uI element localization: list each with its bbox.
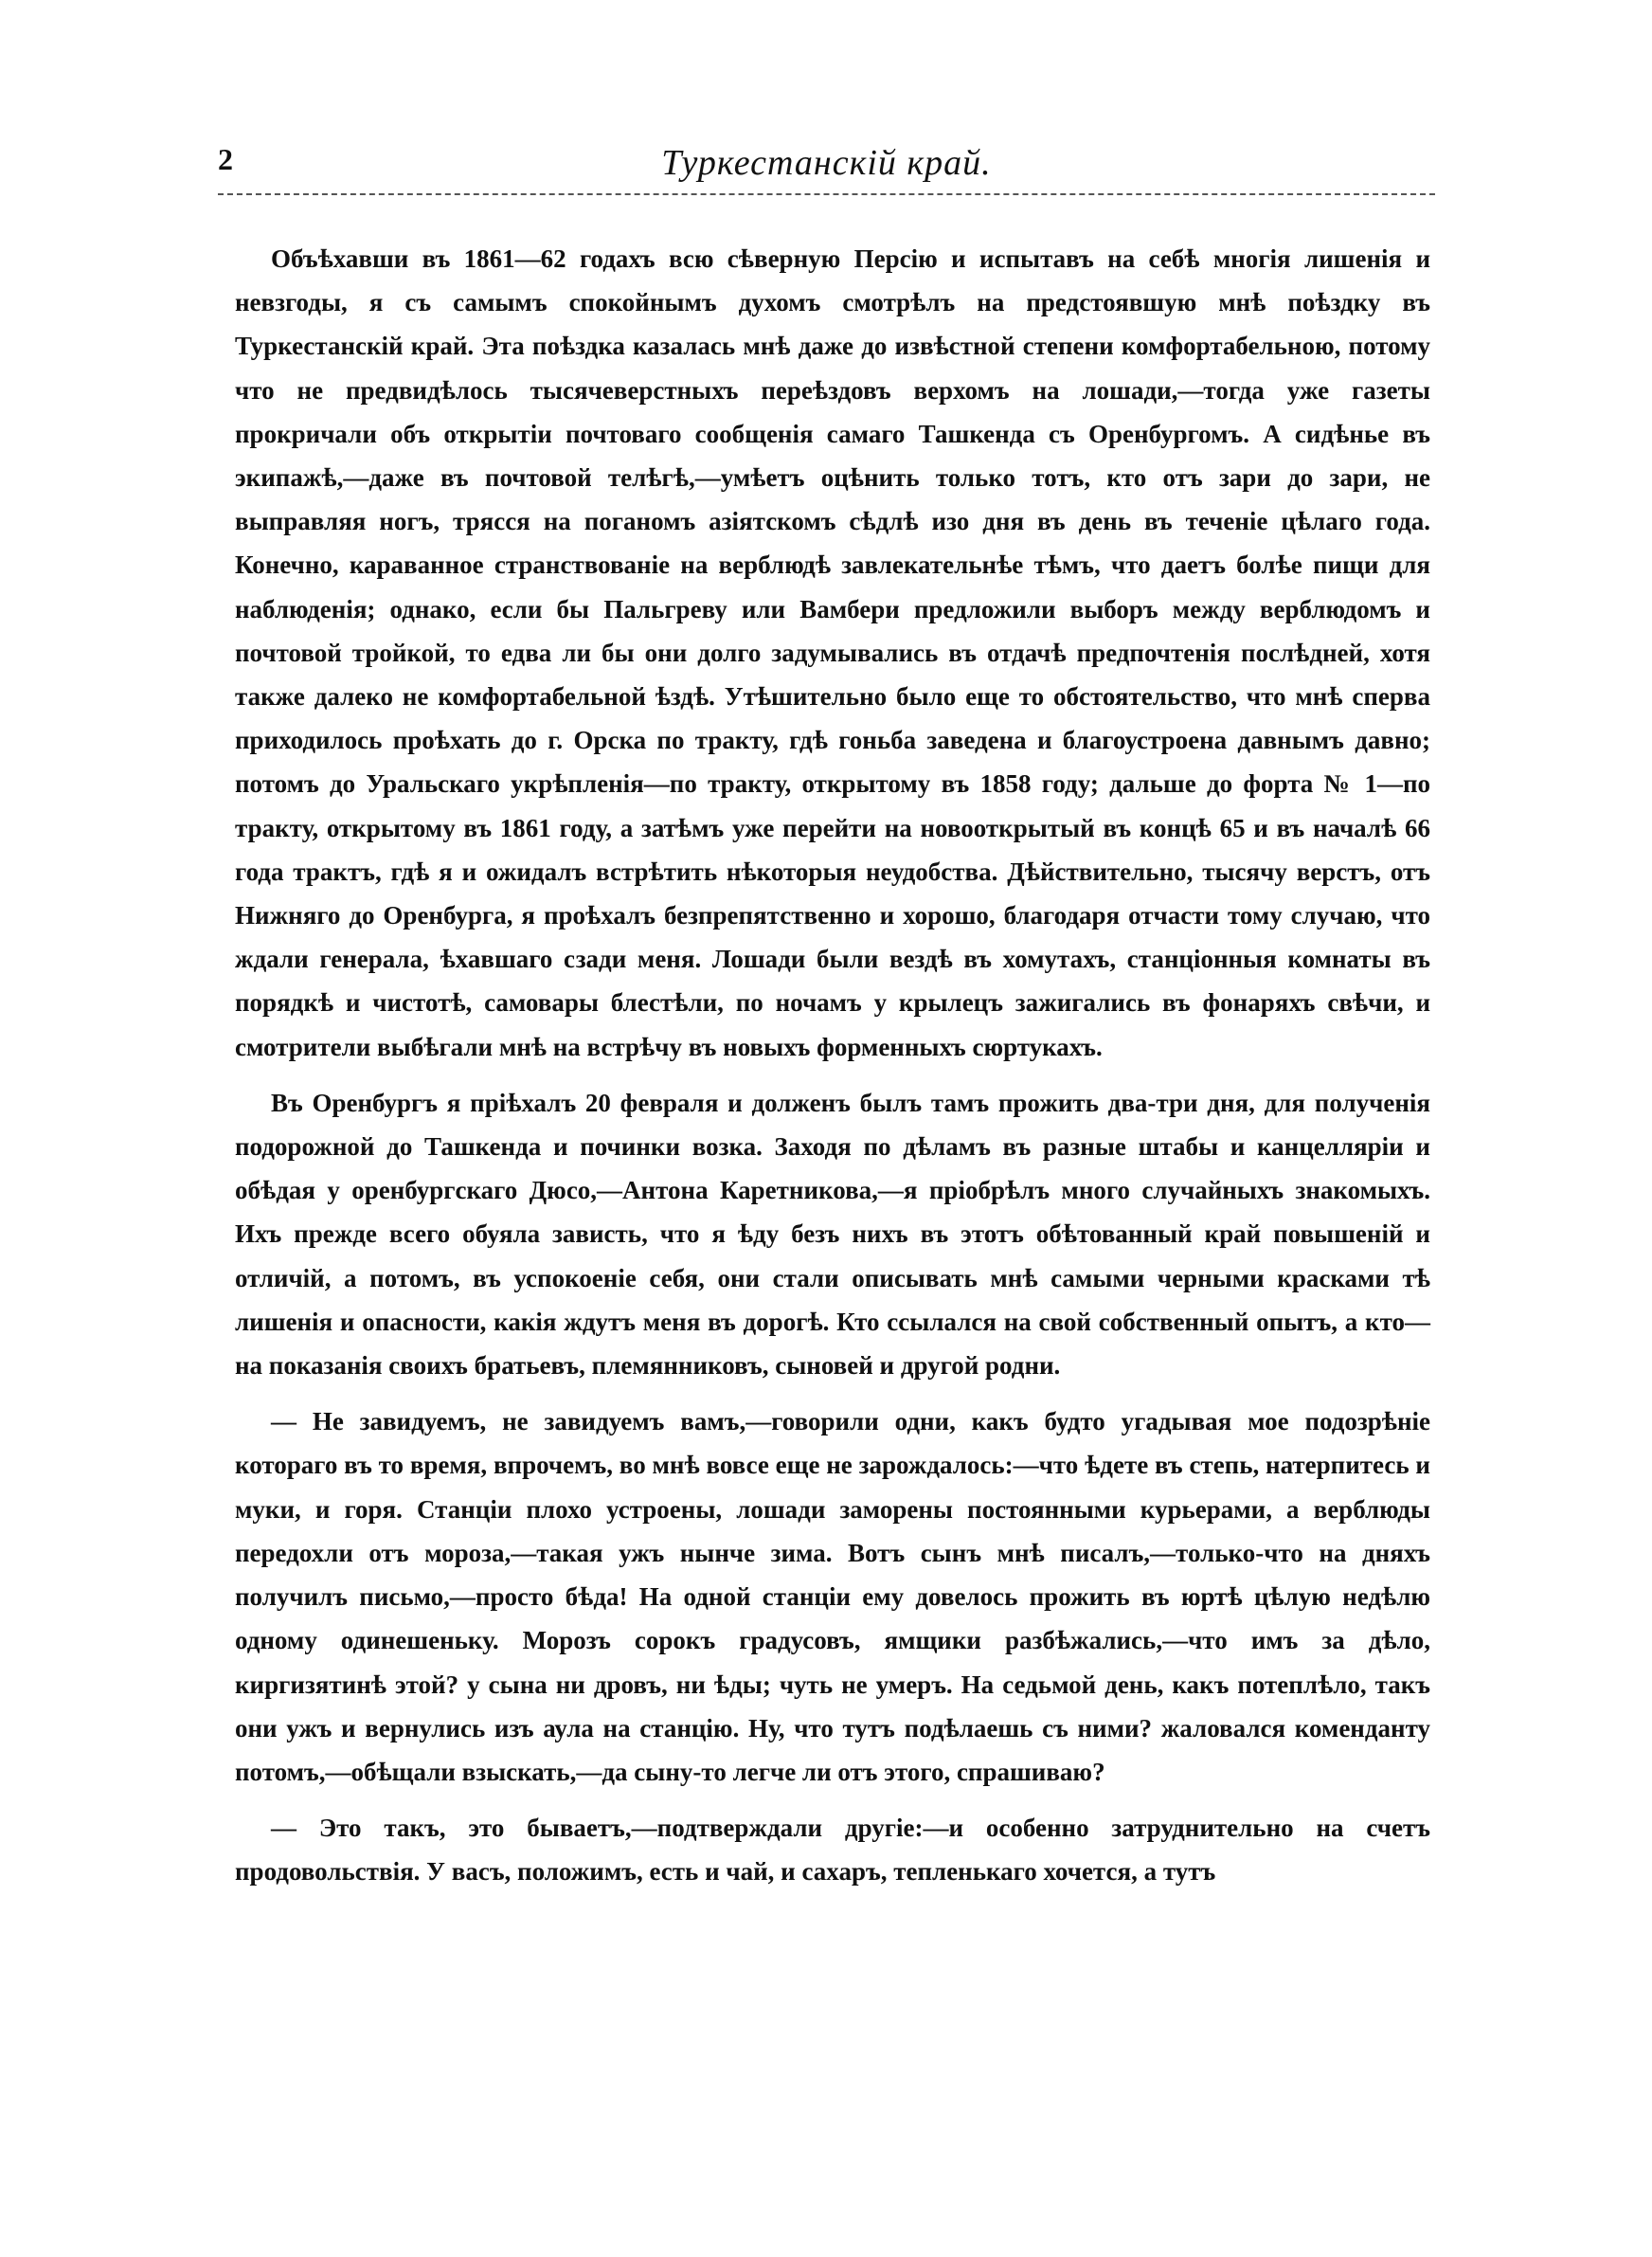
page-number: 2	[218, 142, 233, 176]
paragraph-3: — Не завидуемъ, не завидуемъ вамъ,—говорили одни, какъ будто угадывая мое подозрѣніе котораго въ то время, впрочемъ, во мнѣ вовсе еще не зарождалось:—что ѣдете въ степь, натерпитесь и муки, и горя. Станціи плохо устроены, лошади заморены постоянными курьерами, а верблюды передохли отъ мороза,—такая ужъ нынче зима. Вотъ сынъ мнѣ писалъ,—только-что на дняхъ получилъ письмо,—просто бѣда! На одной станціи ему довелось прожить въ юртѣ цѣлую недѣлю одному одинешеньку. Морозъ сорокъ градусовъ, ямщики разбѣжались,—что имъ за дѣло, киргизятинѣ этой? у сына ни дровъ, ни ѣды; чуть не умеръ. На седьмой день, какъ потеплѣло, такъ они ужъ и вернулись изъ аула на станцію. Ну, что тутъ подѣлаешь съ ними? жаловался коменданту потомъ,—обѣщали взыскать,—да сыну-то легче ли отъ этого, спрашиваю?	[235, 1407, 1430, 1786]
body-text	[235, 237, 1430, 1906]
paragraph-4: — Это такъ, это бываетъ,—подтверждали другіе:—и особенно затруднительно на счетъ продовольствія. У васъ, положимъ, есть и чай, и сахаръ, тепленькаго хочется, а тутъ	[235, 1814, 1430, 1887]
page-header	[218, 142, 1435, 195]
header-rule	[218, 193, 1435, 195]
running-title: Туркестанскій край.	[661, 143, 992, 183]
paragraph-2: Въ Оренбургъ я пріѣхалъ 20 февраля и долженъ былъ тамъ прожить два-три дня, для полученія подорожной до Ташкенда и починки возка. Заходя по дѣламъ въ разные штабы и канцелляріи и обѣдая у оренбургскаго Дюсо,—Антона Каретникова,—я пріобрѣлъ много случайныхъ знакомыхъ. Ихъ прежде всего обуяла зависть, что я ѣду безъ нихъ въ этотъ обѣтованный край повышеній и отличій, а потомъ, въ успокоеніе себя, они стали описывать мнѣ самыми черными красками тѣ лишенія и опасности, какія ждутъ меня въ дорогѣ. Кто ссылался на свой собственный опытъ, а кто—на показанія своихъ братьевъ, племянниковъ, сыновей и другой родни.	[235, 1088, 1430, 1381]
paragraph-1: Объѣхавши въ 1861—62 годахъ всю сѣверную Персію и испытавъ на себѣ многія лишенія и невзгоды, я съ самымъ спокойнымъ духомъ смотрѣлъ на предстоявшую мнѣ поѣздку въ Туркестанскій край. Эта поѣздка казалась мнѣ даже до извѣстной степени комфортабельною, потому что не предвидѣлось тысячеверстныхъ переѣздовъ верхомъ на лошади,—тогда уже газеты прокричали объ открытіи почтоваго сообщенія самаго Ташкенда съ Оренбургомъ. А сидѣнье въ экипажѣ,—даже въ почтовой телѣгѣ,—умѣетъ оцѣнить только тотъ, кто отъ зари до зари, не выправляя ногъ, трясся на поганомъ азіятскомъ сѣдлѣ изо дня въ день въ теченіе цѣлаго года. Конечно, караванное странствованіе на верблюдѣ завлекательнѣе тѣмъ, что даетъ болѣе пищи для наблюденія; однако, если бы Пальгреву или Вамбери предложили выборъ между верблюдомъ и почтовой тройкой, то едва ли бы они долго задумывались въ отдачѣ предпочтенія послѣдней, хотя также далеко не комфортабельной ѣздѣ. Утѣшительно было еще то обстоятельство, что мнѣ сперва приходилось проѣхать до г. Орска по тракту, гдѣ гоньба заведена и благоустроена давнымъ давно; потомъ до Уральскаго укрѣпленія—по тракту, открытому въ 1858 году; дальше до форта № 1—по тракту, открытому въ 1861 году, а затѣмъ уже перейти на новооткрытый въ концѣ 65 и въ началѣ 66 года трактъ, гдѣ я и ожидалъ встрѣтить нѣкоторыя неудобства. Дѣйствительно, тысячу верстъ, отъ Нижняго до Оренбурга, я проѣхалъ безпрепятственно и хорошо, благодаря отчасти тому случаю, что ждали генерала, ѣхавшаго сзади меня. Лошади были вездѣ въ хомутахъ, станціонныя комнаты въ порядкѣ и чистотѣ, самовары блестѣли, по ночамъ у крылецъ зажигались въ фонаряхъ свѣчи, и смотрители выбѣгали мнѣ на встрѣчу въ новыхъ форменныхъ сюртукахъ.	[235, 244, 1430, 1061]
